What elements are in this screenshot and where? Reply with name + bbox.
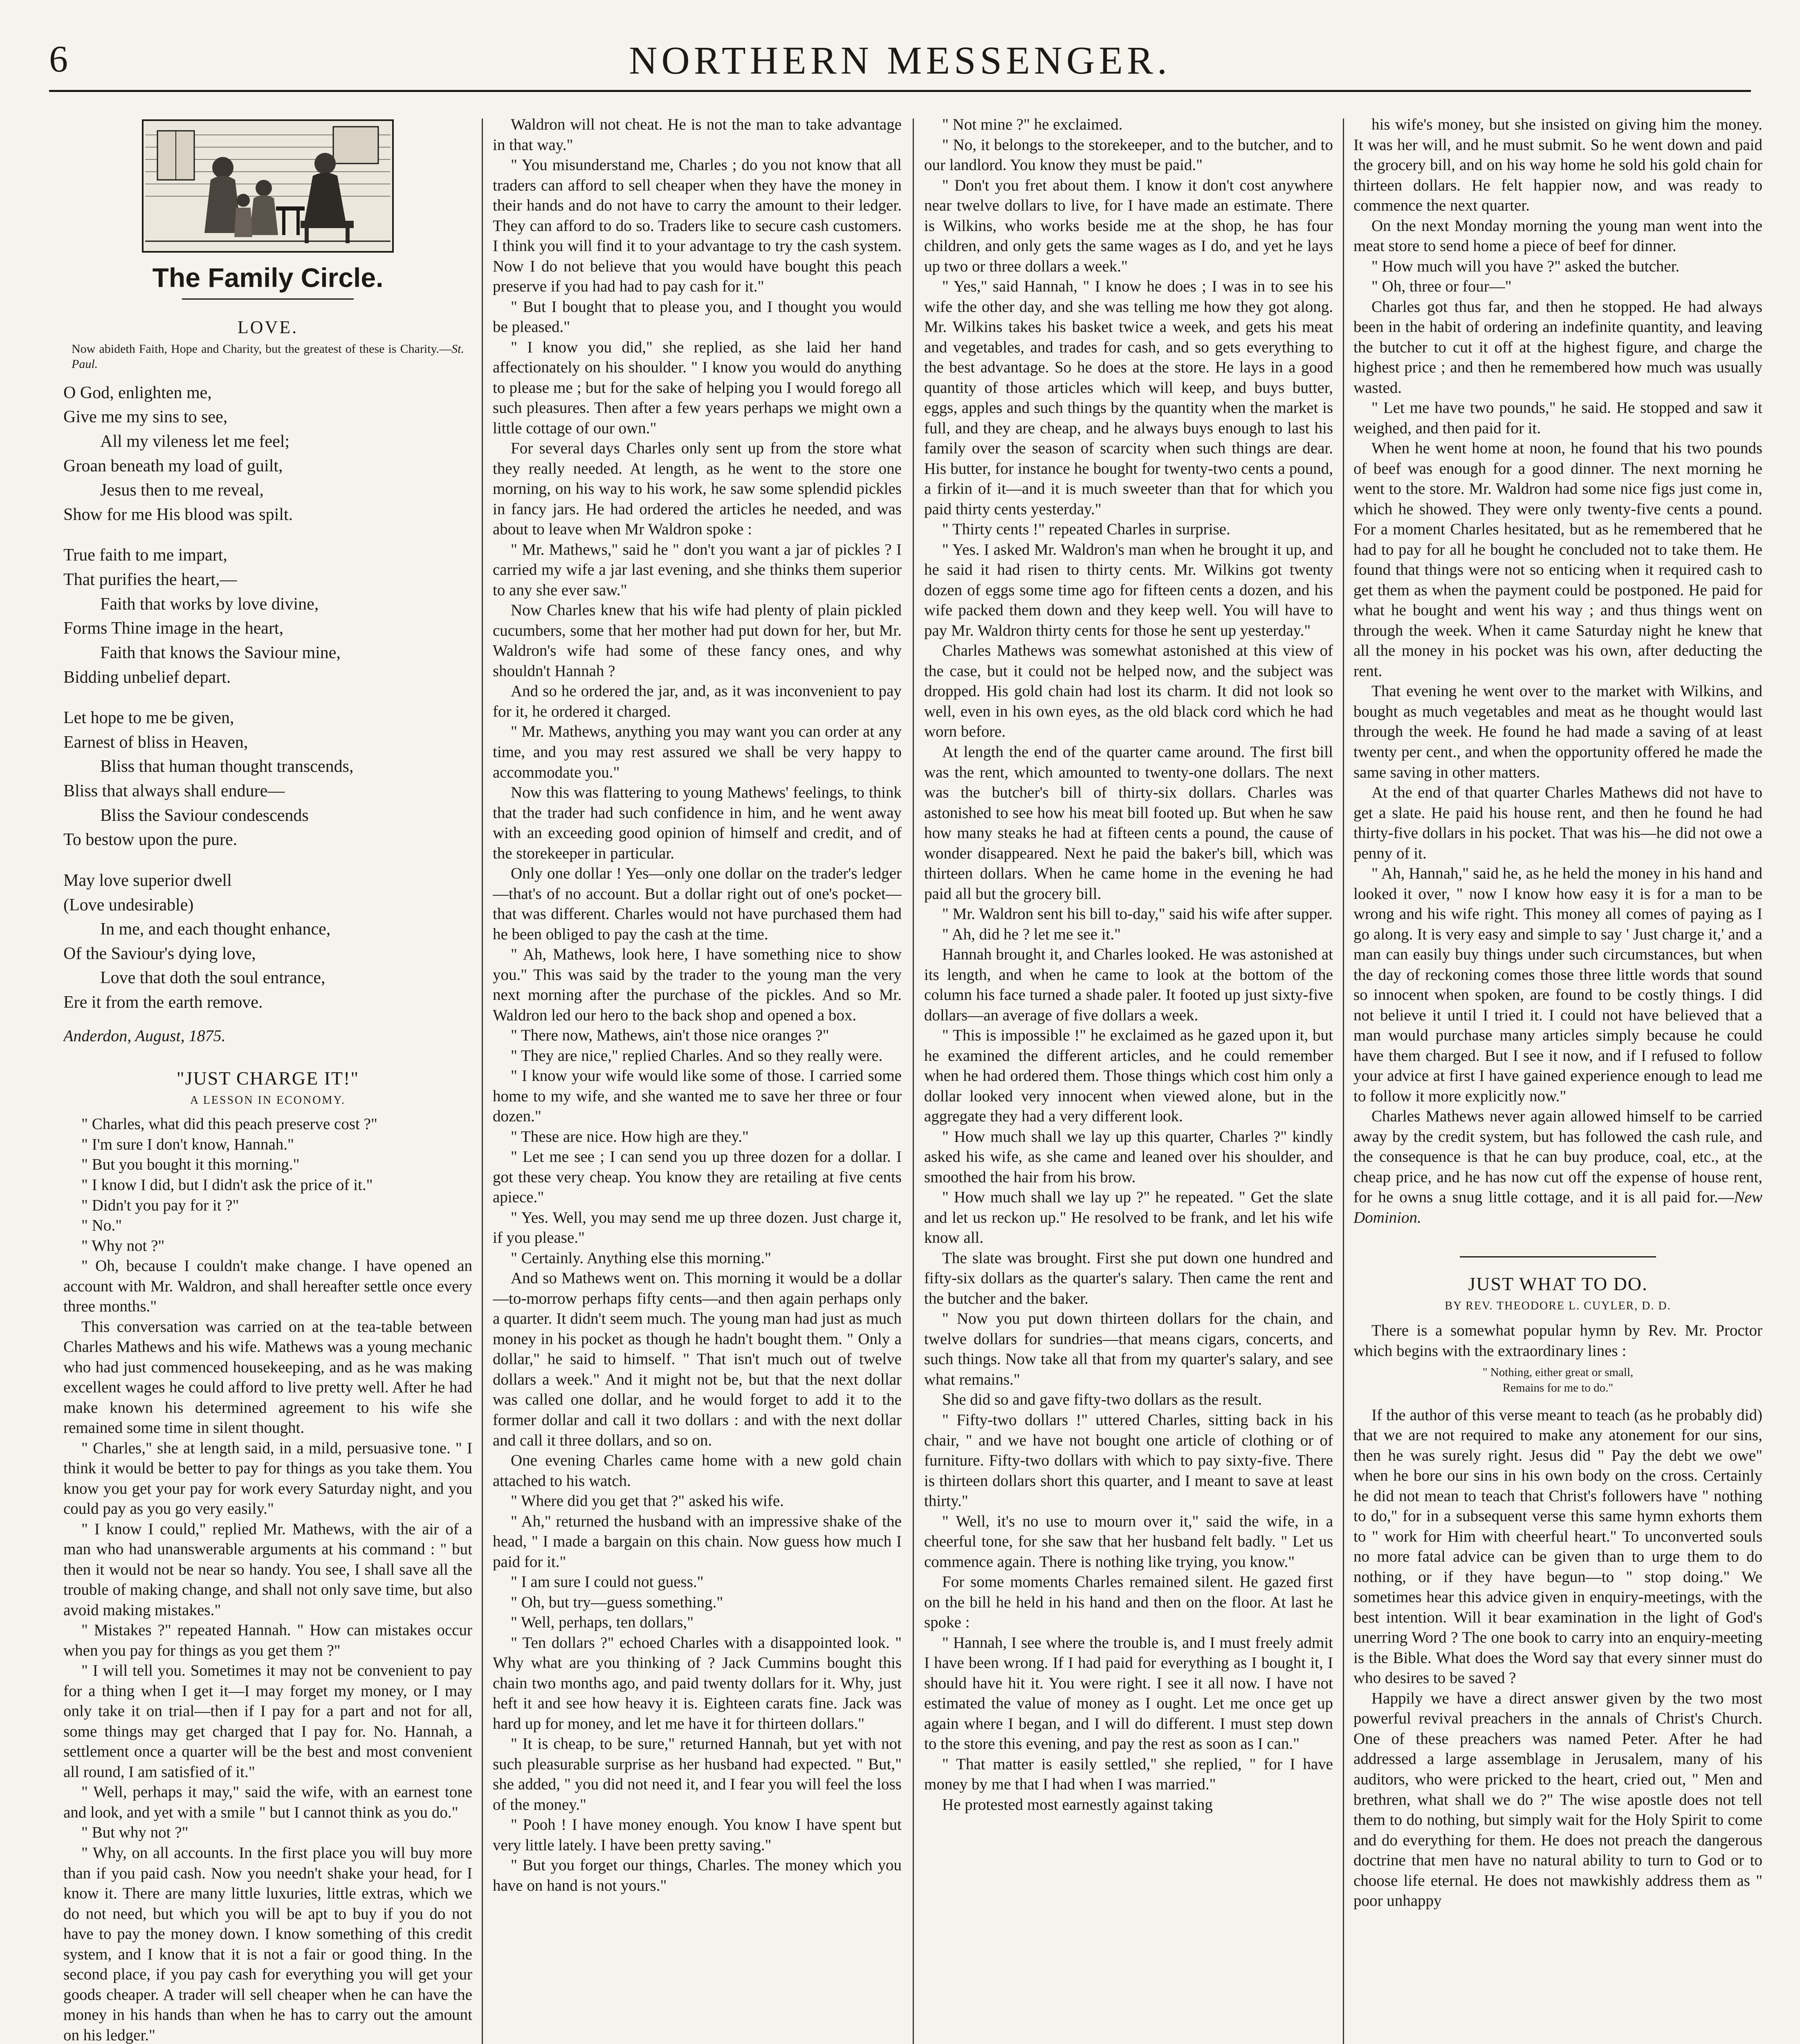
paragraph: " No." xyxy=(81,1217,122,1235)
paragraph: " How much shall we lay up this quarter, Charles ?" kindly asked his wife, as she came and leaned over his shoulder, and smoothed the hair from his brow. xyxy=(924,1127,1333,1186)
poem-stanza xyxy=(63,381,472,527)
paragraph: " Thirty cents !" repeated Charles in surprise. xyxy=(942,520,1230,538)
section-divider xyxy=(1460,1256,1656,1257)
paragraph: Now Charles knew that his wife had plenty of plain pickled cucumbers, some that her mother had put down for her, but Mr. Waldron's wife had some of these fancy ones, and why shouldn't Hannah ? xyxy=(493,601,902,680)
story-credit: New Dominion. xyxy=(1353,1188,1762,1226)
poem-line: That purifies the heart,— xyxy=(63,570,237,589)
paragraph: " Fifty-two dollars !" uttered Charles, sitting back in his chair, " and we have not bought one article of clothing or of furniture. Fifty-two dollars with which to pay sixty-five. There is thirteen dollars short this quarter, and I meant to save at least thirty." xyxy=(924,1411,1333,1510)
paragraph: " But you bought it this morning." xyxy=(81,1156,300,1174)
paragraph: " Mr. Mathews, anything you may want you can order at any time, and you may rest assured we shall be very happy to accommodate you." xyxy=(493,723,902,781)
poem-line: O God, enlighten me, xyxy=(63,383,212,402)
column-1 xyxy=(63,114,472,2044)
poem-line: Bliss that always shall endure— xyxy=(63,782,285,801)
paragraph: " You misunderstand me, Charles ; do you not know that all traders can afford to sell cheaper when they have the money in their hands and do not have to carry the amount to their ledger. They can afford to do so. Traders like to secure cash customers. I think you will find it to your advantage to try the cash system. Now I do not believe that you would have bought this peach preserve if you had had to pay cash for it." xyxy=(493,156,902,296)
paragraph: " Ah," returned the husband with an impressive shake of the head, " I made a bargain on this chain. Now guess how much I paid for it." xyxy=(493,1512,902,1571)
paragraph: " Why not ?" xyxy=(81,1237,165,1255)
paragraph: " No, it belongs to the storekeeper, and to the butcher, and to our landlord. You know they must be paid." xyxy=(924,136,1333,174)
paragraph: " Where did you get that ?" asked his wife. xyxy=(511,1492,784,1510)
poem-line: To bestow upon the pure. xyxy=(63,830,238,849)
paragraph: " I know I did, but I didn't ask the price of it." xyxy=(81,1176,373,1194)
paragraph: " They are nice," replied Charles. And so they really were. xyxy=(511,1047,883,1065)
story-body-column-3 xyxy=(924,114,1333,1815)
paragraph: " Why, on all accounts. In the first place you will buy more than if you paid cash. Now you needn't shake your head, for I know it. There are many little luxuries, little extras, which we do not need, but which you will be apt to buy if you do not have to pay the money down. I know something of this credit system, and I know that it is not a fair or good thing. In the second place, if you pay cash for everything you will get your goods cheaper. A trader will sell cheaper when he can have the money in his hands than when he has to carry out the amount on his ledger." xyxy=(63,1844,472,2044)
page-header xyxy=(49,20,1751,92)
paragraph: " Yes," said Hannah, " I know he does ; I was in to see his wife the other day, and she was telling me how they got along. Mr. Wilkins takes his basket twice a week, and gets his meat and vegetables, and trades for cash, and so gets everything to the best advantage. So he does at the store. He lays in a good quantity of those articles which will keep, and buys butter, eggs, apples and such things by the quantity when the market is full, and they are cheap, and he always buys enough to last his family over the season of scarcity when such things are dear. His butter, for instance he bought for twenty-two cents a pound, a firkin of it—and it is much sweeter than that for which you paid thirty cents yesterday." xyxy=(924,278,1333,518)
poem-line: Let hope to me be given, xyxy=(63,708,234,728)
story-body-column-2 xyxy=(493,114,902,1896)
paragraph: " Oh, three or four—" xyxy=(1371,278,1512,296)
poem-stanza xyxy=(63,543,472,690)
poem-line: Forms Thine image in the heart, xyxy=(63,619,284,638)
essay-intro: There is a somewhat popular hymn by Rev. Mr. Proctor which begins with the extraordinary lines : xyxy=(1353,1322,1762,1360)
paragraph: " It is cheap, to be sure," returned Hannah, but yet with not such pleasurable surprise as her husband had expected. " But," she added, " you did not need it, and I fear you will feel the loss of the money." xyxy=(493,1735,902,1813)
epigraph-text: Now abideth Faith, Hope and Charity, but the greatest of these is Charity.— xyxy=(72,342,452,356)
paragraph: " Let me have two pounds," he said. He stopped and saw it weighed, and then paid for it. xyxy=(1353,399,1762,437)
paragraph: Happily we have a direct answer given by the two most powerful revival preachers in the annals of Christ's Church. One of these preachers was named Peter. After he had addressed a large assemblage in Jerusalem, many of his auditors, who were pricked to the heart, cried out, " Men and brethren, what shall we do ?" The wise apostle does not tell them to do nothing, but simply wait for the Holy Spirit to come and do everything for them. He does not preach the dangerous doctrine that men have no natural ability to turn to God or to choose life eternal. He does not mawkishly address them as " poor unhappy xyxy=(1353,1689,1762,1910)
story-body-column-1 xyxy=(63,1114,472,2044)
essay-body xyxy=(1353,1405,1762,1911)
story-subtitle: A LESSON IN ECONOMY. xyxy=(190,1094,346,1107)
paragraph: " But I bought that to please you, and I thought you would be pleased." xyxy=(493,298,902,336)
column-rule xyxy=(482,119,483,2044)
paragraph: At the end of that quarter Charles Mathews did not have to get a slate. He paid his house rent, and then he found he had thirty-five dollars in his pocket. That was his—he did not owe a penny of it. xyxy=(1353,784,1762,862)
paragraph: " Ten dollars ?" echoed Charles with a disappointed look. " Why what are you thinking of ? Jack Cummins bought this chain two months ago, and paid twenty dollars for it. Why, just heft it and see how heavy it is. Eighteen carats fine. Jack was hard up for money, and let me have it for thirteen dollars." xyxy=(493,1634,902,1732)
paragraph: " I am sure I could not guess." xyxy=(511,1573,704,1591)
paragraph: And so he ordered the jar, and, as it was inconvenient to pay for it, he ordered it charged. xyxy=(493,682,902,720)
poem-line: Jesus then to me reveal, xyxy=(100,481,264,500)
paragraph: " How much will you have ?" asked the butcher. xyxy=(1371,257,1680,275)
poem-line: All my vileness let me feel; xyxy=(100,432,290,451)
paragraph: The slate was brought. First she put down one hundred and fifty-six dollars as the quarter's salary. Then came the rent and the butcher and the baker. xyxy=(924,1249,1333,1307)
poem-line: Love that doth the soul entrance, xyxy=(100,968,325,988)
paragraph: " Oh, but try—guess something." xyxy=(511,1593,723,1611)
paragraph: Charles Mathews never again allowed himself to be carried away by the credit system, but has followed the cash rule, and the consequence is that he can buy produce, coal, etc., at the cheap price, and he has now cut off the expense of house rent, for he owns a snug little cottage, and it is all paid for.—New Dominion. xyxy=(1353,1107,1762,1226)
paragraph: " Ah, Hannah," said he, as he held the money in his hand and looked it over, " now I know how easy it is for a man to be wrong and his wife right. This money all comes of paying as I go along. It is very easy and simple to say ' Just charge it,' and a man can easily buy things under such circumstances, but when the day of reckoning comes those three little words that sound so innocent when spoken, are found to be costly things. I did not believe it until I tried it. I could not have believed that a man would purchase many articles simply because he could have them charged. But I see it now, and if I refused to follow your advice at first I have gained experience enough to lead me to follow it more explicitly now." xyxy=(1353,865,1762,1105)
section-heading-family-circle: The Family Circle. xyxy=(152,262,384,293)
paragraph: " Didn't you pay for it ?" xyxy=(81,1196,239,1214)
paragraph: " Well, perhaps it may," said the wife, with an earnest tone and look, and yet with a smile " but I cannot think as you do." xyxy=(63,1783,472,1821)
poem-epigraph xyxy=(72,341,464,372)
page-number: 6 xyxy=(49,38,68,80)
poem-line: Of the Saviour's dying love, xyxy=(63,944,256,963)
paragraph: Hannah brought it, and Charles looked. He was astonished at its length, and when he came to look at the bottom of the column his face turned a shade paler. It footed up just sixty-five dollars—an average of five dollars a week. xyxy=(924,946,1333,1024)
paragraph: " But you forget our things, Charles. The money which you have on hand is not yours." xyxy=(493,1856,902,1894)
paragraph: " This is impossible !" he exclaimed as he gazed upon it, but he examined the different articles, and he could remember when he had ordered them. Those things which cost him only a dollar looked very innocent when viewed alone, but in the aggregate they had a very different look. xyxy=(924,1026,1333,1125)
poem-line: Give me my sins to see, xyxy=(63,408,228,427)
hymn-quote xyxy=(1353,1365,1762,1396)
paragraph: " Mr. Waldron sent his bill to-day," said his wife after supper. xyxy=(942,905,1333,923)
paragraph: " Pooh ! I have money enough. You know I have spent but very little lately. I have been pretty saving." xyxy=(493,1816,902,1854)
column-2 xyxy=(493,114,902,2044)
poem-stanza xyxy=(63,869,472,1015)
paragraph: " Oh, because I couldn't make change. I have opened an account with Mr. Waldron, and shall hereafter settle once every three months." xyxy=(63,1257,472,1316)
poem-line: (Love undesirable) xyxy=(63,895,194,914)
masthead: NORTHERN MESSENGER. xyxy=(629,38,1171,82)
poem-title: LOVE. xyxy=(237,317,299,337)
poem-stanza xyxy=(63,706,472,852)
paragraph: One evening Charles came home with a new gold chain attached to his watch. xyxy=(493,1452,902,1490)
paragraph: " These are nice. How high are they." xyxy=(511,1127,749,1145)
paragraph: " Well, perhaps, ten dollars," xyxy=(511,1614,694,1632)
column-rule xyxy=(913,119,914,2044)
paragraph: " I know your wife would like some of those. I carried some home to my wife, and she wanted me to save her three or four dozen." xyxy=(493,1067,902,1125)
paragraph: When he went home at noon, he found that his two pounds of beef was enough for a good dinner. The next morning he went to the store. Mr. Waldron had some nice figs just come in, which he showed. They were only twenty-five cents a pound. For a moment Charles hesitated, but as he remembered that he had to pay for all he bought he concluded not to take them. He found that things were not so enticing when it required cash to get them as when the payment could be postponed. He paid for what he bought and went his way ; and thus things went on through the week. When it came Saturday night he knew that all the money in his pocket was his own, after deducting the rent. xyxy=(1353,439,1762,680)
paragraph: " Yes. Well, you may send me up three dozen. Just charge it, if you please." xyxy=(493,1208,902,1247)
essay-title: JUST WHAT TO DO. xyxy=(1468,1273,1648,1295)
paragraph: " Ah, did he ? let me see it." xyxy=(942,925,1121,943)
poem-body xyxy=(63,381,472,1015)
paragraph: For several days Charles only sent up from the store what they really needed. At length, as he went to the store one morning, on his way to his work, he saw some splendid pickles in fancy jars. He had ordered the articles he needed, and was about to leave when Mr Waldron spoke : xyxy=(493,439,902,538)
paragraph: " Don't you fret about them. I know it don't cost anywhere near twelve dollars to live, for I have made an estimate. There is Wilkins, who works beside me at the shop, he has four children, and only gets the same wages as I do, and yet he lays up two or three dollars a week." xyxy=(924,176,1333,275)
story-body-column-4 xyxy=(1353,114,1762,1228)
poem-line: Bidding unbelief depart. xyxy=(63,668,231,687)
paragraph: " Let me see ; I can send you up three dozen for a dollar. I got these very cheap. You know they are retailing at five cents apiece." xyxy=(493,1148,902,1206)
paragraph: " Well, it's no use to mourn over it," said the wife, in a cheerful tone, for she saw that her husband felt badly. " Let us commence again. There is nothing like trying, you know." xyxy=(924,1512,1333,1571)
paragraph: " I know you did," she replied, as she laid her hand affectionately on his shoulder. " I know you would do anything to please me ; but for the sake of helping you I would forego all such pleasures. Then after a few years perhaps we might own a little cottage of our own." xyxy=(493,338,902,437)
hymn-quote-line: Remains for me to do." xyxy=(1502,1381,1614,1395)
paragraph: " Now you put down thirteen dollars for the chain, and twelve dollars for sundries—that means cigars, concerts, and such things. Now take all that from my quarter's salary, and see what remains." xyxy=(924,1310,1333,1388)
paragraph: Only one dollar ! Yes—only one dollar on the trader's ledger—that's of no account. But a dollar right out of one's pocket—that was different. Charles would not have purchased them had he been obliged to pay the cash at the time. xyxy=(493,865,902,943)
paragraph: He protested most earnestly against taking xyxy=(942,1795,1213,1813)
heading-divider xyxy=(182,298,354,300)
poem-line: Faith that works by love divine, xyxy=(100,594,319,614)
paragraph: " How much shall we lay up ?" he repeated. " Get the slate and let us reckon up." He resolved to be frank, and let his wife know all. xyxy=(924,1188,1333,1247)
paragraph: This conversation was carried on at the tea-table between Charles Mathews and his wife. Mathews was a young mechanic who had just commenced housekeeping, and as he was making excellent wages he could afford to live pretty well. After he had make known his determined agreement to his wife she remained some time in silent thought. xyxy=(63,1318,472,1437)
poem-line: May love superior dwell xyxy=(63,871,232,890)
paragraph: " Hannah, I see where the trouble is, and I must freely admit I have been wrong. If I had paid for everything as I bought it, I should have hit it. You were right. I see it all now. I have not estimated the value of money as I ought. Let me once get up again where I began, and I will do different. I must step down to the store this evening, and pay the rest as soon as I can." xyxy=(924,1634,1333,1753)
paragraph: " Ah, Mathews, look here, I have something nice to show you." This was said by the trader to the young man the very next morning after the purchase of the pickles. And so Mr. Waldron led our hero to the back shop and opened a box. xyxy=(493,946,902,1024)
paragraph: " I'm sure I don't know, Hannah." xyxy=(81,1135,294,1153)
epigraph-source: St. Paul. xyxy=(72,342,464,371)
paragraph: For some moments Charles remained silent. He gazed first on the bill he held in his hand and then on the floor. At last he spoke : xyxy=(924,1573,1333,1632)
poem-line: Earnest of bliss in Heaven, xyxy=(63,733,248,752)
poem-line: Bliss the Saviour condescends xyxy=(100,806,309,825)
paragraph: " Yes. I asked Mr. Waldron's man when he brought it up, and he said it had risen to thirty cents. Mr. Wilkins got twenty dozen of eggs some time ago for fifteen cents a dozen, and his wife packed them down and they keep well. You will have to pay Mr. Waldron thirty cents for those he sent up yesterday." xyxy=(924,540,1333,639)
poem-dateline: Anderdon, August, 1875. xyxy=(63,1026,226,1045)
hymn-quote-line: " Nothing, either great or small, xyxy=(1482,1366,1634,1379)
story-title: "JUST CHARGE IT!" xyxy=(176,1068,359,1089)
paragraph: " But why not ?" xyxy=(81,1824,189,1842)
family-reading-engraving xyxy=(141,119,395,253)
paragraph: " Mistakes ?" repeated Hannah. " How can mistakes occur when you pay for things as you get them ?" xyxy=(63,1621,472,1659)
paragraph: Waldron will not cheat. He is not the man to take advantage in that way." xyxy=(493,116,902,154)
poem-line: Show for me His blood was spilt. xyxy=(63,505,293,524)
paragraph: his wife's money, but she insisted on giving him the money. It was her will, and he must submit. So he went down and paid the grocery bill, and on his way home he sold his gold chain for thirteen dollars. He felt happier now, and was ready to commence the next quarter. xyxy=(1353,116,1762,215)
paragraph: Now this was flattering to young Mathews' feelings, to think that the trader had such confidence in him, and he went away with an exceeding good opinion of himself and credit, and of the storekeeper in particular. xyxy=(493,784,902,862)
column-3 xyxy=(924,114,1333,2044)
paragraph: Charles got thus far, and then he stopped. He had always been in the habit of ordering an indefinite quantity, and leaving the butcher to cut it off at the highest figure, and charge the highest price ; and then he remembered how much was usually wasted. xyxy=(1353,298,1762,397)
poem-line: Groan beneath my load of guilt, xyxy=(63,456,283,475)
paragraph: " Certainly. Anything else this morning." xyxy=(511,1249,772,1267)
paragraph: " Not mine ?" he exclaimed. xyxy=(942,116,1123,133)
paragraph: Charles Mathews was somewhat astonished at this view of the case, but it could not be helped now, and the subject was dropped. His gold chain had lost its charm. It did not look so well, even in his own eyes, as the old black cord which he had worn before. xyxy=(924,642,1333,741)
paragraph: She did so and gave fifty-two dollars as the result. xyxy=(942,1391,1262,1409)
essay-byline: BY REV. THEODORE L. CUYLER, D. D. xyxy=(1445,1299,1671,1312)
paragraph: If the author of this verse meant to teach (as he probably did) that we are not required to make any atonement for our sins, then he was surely right. Jesus did " Pay the debt we owe" when he bore our sins in his own body on the cross. Certainly he did not mean to teach that Christ's followers have " nothing to do," for in a subsequent verse this same hymn exhorts them to " work for Him with cheerful heart." To unconverted souls no more fatal advice can be given than to urge them to do nothing, or if they have begun—to " stop doing." We sometimes hear this advice given in enquiry-meetings, with the best intention. Will it bear examination in the light of God's unerring Word ? The one book to carry into an enquiry-meeting is the Bible. What does the Word say that every sinner must do who desires to be saved ? xyxy=(1353,1406,1762,1687)
paragraph: " Charles, what did this peach preserve cost ?" xyxy=(81,1115,377,1133)
paragraph: " I know I could," replied Mr. Mathews, with the air of a man who had unanswerable arguments at his command : " but then it would not be near so handy. You see, I shall save all the trouble of making change, and shall not only save time, but also avoid making mistakes." xyxy=(63,1520,472,1619)
paragraph: " Mr. Mathews," said he " don't you want a jar of pickles ? I carried my wife a jar last evening, and she thinks them superior to any she ever saw." xyxy=(493,540,902,599)
paragraph: That evening he went over to the market with Wilkins, and bought as much vegetables and meat as he thought would last through the week. He found he had made a saving of at least twenty per cent., and when the opportunity offered he made the same saving in other matters. xyxy=(1353,682,1762,781)
poem-line: True faith to me impart, xyxy=(63,546,227,565)
column-rule xyxy=(1343,119,1344,2044)
paragraph: " Charles," she at length said, in a mild, persuasive tone. " I think it would be better to pay for things as you take them. You know you get your pay for work every Saturday night, and you could pay as you go very easily." xyxy=(63,1439,472,1518)
poem-line: Ere it from the earth remove. xyxy=(63,993,263,1012)
paragraph: " There now, Mathews, ain't those nice oranges ?" xyxy=(511,1026,829,1044)
paragraph: " I will tell you. Sometimes it may not be convenient to pay for a thing when I get it—I may forget my money, or I may only take it on trial—then if I pay for a part and not for all, some things may get charged that I pay for. No. Hannah, a settlement once a quarter will be the best and most convenient all round, I am satisfied of it." xyxy=(63,1662,472,1781)
paragraph: On the next Monday morning the young man went into the meat store to send home a piece of beef for dinner. xyxy=(1353,217,1762,255)
poem-line: Bliss that human thought transcends, xyxy=(100,757,354,776)
column-4 xyxy=(1353,114,1762,2044)
poem-line: Faith that knows the Saviour mine, xyxy=(100,643,341,662)
poem-line: In me, and each thought enhance, xyxy=(100,920,331,939)
paragraph: " That matter is easily settled," she replied, " for I have money by me that I had when I was married." xyxy=(924,1755,1333,1793)
paragraph: At length the end of the quarter came around. The first bill was the rent, which amounted to twenty-one dollars. The next was the butcher's bill of thirty-six dollars. Charles was astonished to see how his meat bill footed up. But when he saw how many steaks he had at fifteen cents a pound, the cause of wonder disappeared. Next he paid the baker's bill, which was thirteen dollars. When he came home in the evening he had paid all but the grocery bill. xyxy=(924,743,1333,903)
paragraph: And so Mathews went on. This morning it would be a dollar—to-morrow perhaps fifty cents—and then again perhaps only a quarter. It didn't seem much. The young man had just as much money in his pocket as though he hadn't bought them. " Only a dollar," he said to himself. " That isn't much out of twelve dollars a week." And it might not be, but that the next dollar was called one dollar, and he would forget to add it to the former dollar and call it two dollars : and with the next dollar and call it three dollars, and so on. xyxy=(493,1269,902,1449)
